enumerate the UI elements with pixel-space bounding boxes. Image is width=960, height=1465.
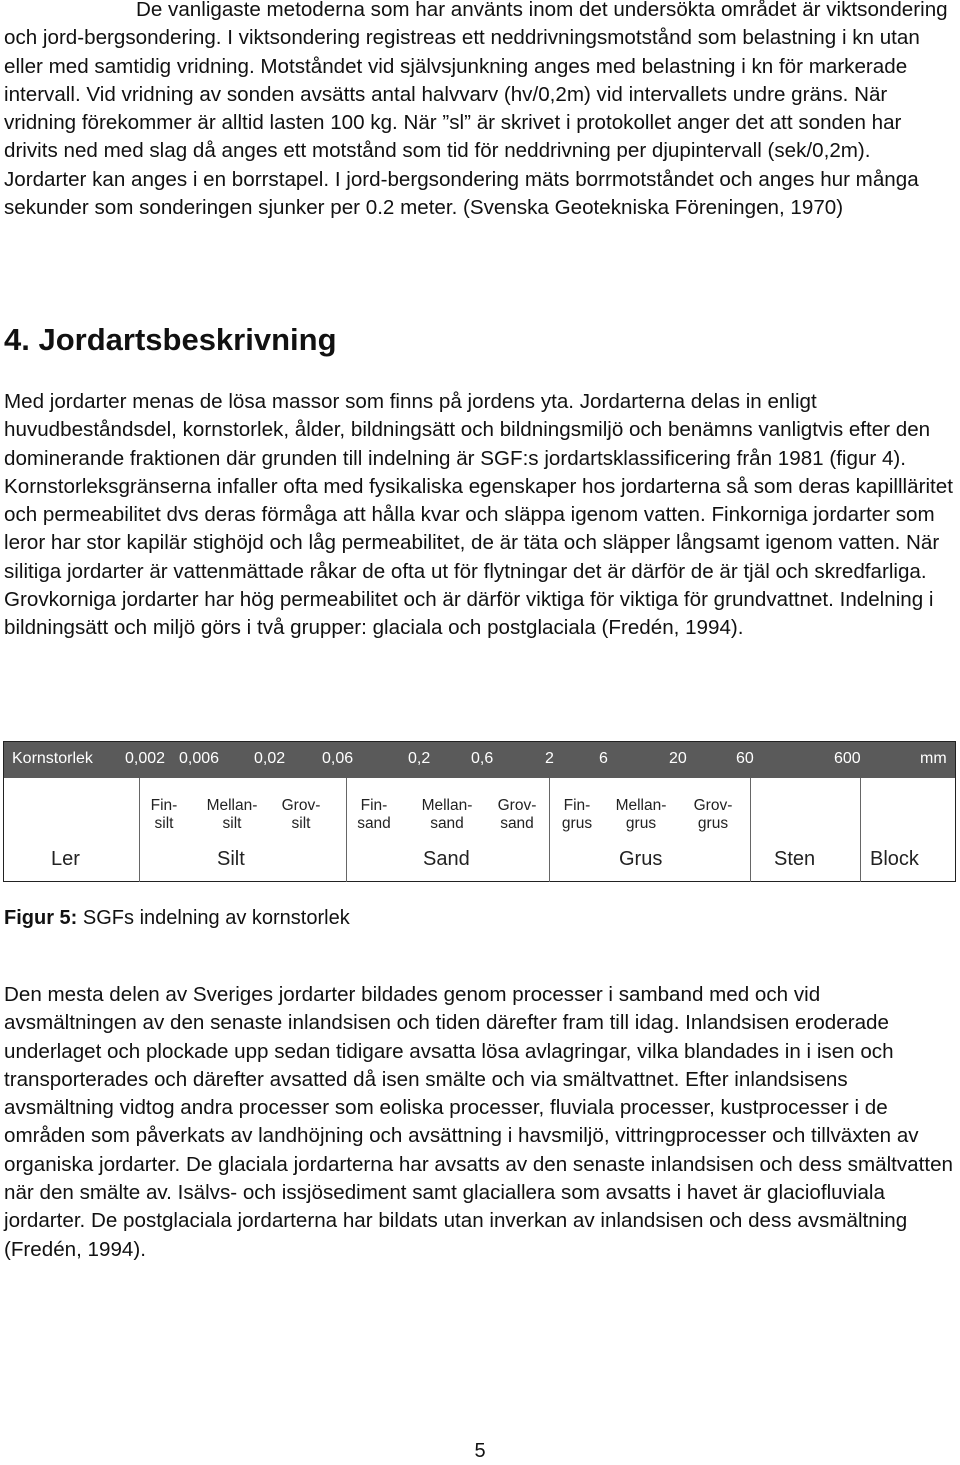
subclass-label: Grov- sand — [497, 797, 537, 832]
class-divider — [139, 778, 140, 882]
scale-value: 0,6 — [471, 750, 494, 767]
scale-value: 6 — [599, 750, 608, 767]
caption-text: SGFs indelning av kornstorlek — [77, 907, 350, 929]
subclass-label: Mellan- silt — [206, 797, 258, 832]
class-divider — [860, 778, 861, 882]
class-divider — [346, 778, 347, 882]
scale-value: 2 — [545, 750, 554, 767]
class-divider — [549, 778, 550, 882]
caption-label: Figur 5: — [4, 907, 78, 929]
subclass-label: Grov- silt — [281, 797, 321, 832]
paragraph-jordarter: Med jordarter menas de lösa massor som finns på jordens yta. Jordarterna delas in enligt huvudbeståndsdel, kornstorlek, ålder, bildningsätt och bildningsmiljö och benämns vanligtvis efter den dominerande fraktionen där grunden till indelning är SGF:s jordartsklassificering från 1981 (figur 4). Kornstorleksgränserna infaller ofta med fysikaliska egenskaper hos jordarterna så som deras kapillläritet och permeabilitet dvs deras förmåga att hålla kvar och släppa igenom vatten. Finkorniga jordarter som leror har stor kapilär stighöjd och låg permeabilitet, de är täta och släpper långsamt igenom vatten. När silitiga jordarter är vattenmättade råkar de ofta ut för flytningar det är därför de är tjäl och skredfarliga. Grovkorniga jordarter har hög permeabilitet och är därför viktiga för viktiga för grundvattnet. Indelning i bildningsätt och miljö görs i två grupper: glaciala och postglaciala (Fredén, 1994). — [4, 390, 953, 640]
scale-value: 600 — [834, 750, 861, 767]
class-label-sand: Sand — [423, 848, 470, 870]
grain-size-figure — [3, 741, 956, 882]
subclass-label: Grov- grus — [693, 797, 733, 832]
scale-unit: mm — [920, 750, 947, 767]
section-heading: 4. Jordartsbeskrivning — [4, 322, 337, 357]
class-label-silt: Silt — [217, 848, 245, 870]
paragraph-sondering: De vanligaste metoderna som har använts inom det undersökta området är viktsondering och jord-bergsondering. I viktsondering registreas ett neddrivningsmotstånd som belastning i kn utan eller med samtidig vridning. Motståndet vid självsjunkning anges med belastning i kn för markerade intervall. Vid vridning av sonden avsätts antal halvvarv (hv/0,2m) vid intervallets undre gräns. När vridning förekommer är alltid lasten 100 kg. När ”sl” är skrivet i protokollet anger det att sonden har drivits ned med slag då anges ett motstånd som tid för neddrivning per djupintervall (sek/0,2m). Jordarter kan anges i en borrstapel. I jord-bergsondering mäts borrmotståndet och anges hur många sekunder som sonderingen sjunker per 0.2 meter. (Svenska Geotekniska Föreningen, 1970) — [4, 0, 948, 220]
scale-value: 20 — [669, 750, 687, 767]
scale-value: 0,002 — [125, 750, 166, 767]
scale-value: 0,006 — [179, 750, 220, 767]
subclass-label: Mellan- grus — [615, 797, 667, 832]
subclass-label: Fin- sand — [357, 797, 391, 832]
scale-value: 0,02 — [254, 750, 286, 767]
page-number: 5 — [474, 1440, 486, 1462]
figure-caption — [4, 907, 350, 930]
subclass-label: Fin- silt — [150, 797, 178, 832]
scale-value: 60 — [736, 750, 754, 767]
class-divider — [750, 778, 751, 882]
subclass-label: Fin- grus — [561, 797, 593, 832]
scale-title: Kornstorlek — [12, 750, 93, 767]
subclass-label: Mellan- sand — [421, 797, 473, 832]
grain-size-scale-bar — [4, 742, 955, 778]
class-label-grus: Grus — [619, 848, 663, 870]
class-label-block: Block — [870, 848, 919, 870]
class-label-ler: Ler — [51, 848, 80, 870]
class-label-sten: Sten — [774, 848, 816, 870]
paragraph-sveriges-jordarter: Den mesta delen av Sveriges jordarter bildades genom processer i samband med och vid avsmältningen av den senaste inlandsisen och tiden därefter fram till idag. Inlandsisen eroderade underlaget och plockade upp sedan tidigare avsatta lösa avlagringar, vilka blandades in i isen och transporterades och därefter avsatted då isen smälte och via smältvattnet. Efter inlandsisens avsmältning vidtog andra processer som eoliska processer, fluviala processer, kustprocesser i de områden som påverkats av landhöjning och avsättning i havsmiljö, vittringprocesser och tillväxten av organiska jordarter. De glaciala jordarterna har avsatts av den senaste inlandsisen och dess smältvatten när den smälte av. Isälvs- och issjösediment samt glaciallera som avsatts i havet är glaciofluviala jordarter. De postglaciala jordarterna har bildats utan inverkan av inlandsisen och dess avsmältning (Fredén, 1994). — [4, 983, 953, 1261]
scale-value: 0,2 — [408, 750, 431, 767]
scale-value: 0,06 — [322, 750, 354, 767]
